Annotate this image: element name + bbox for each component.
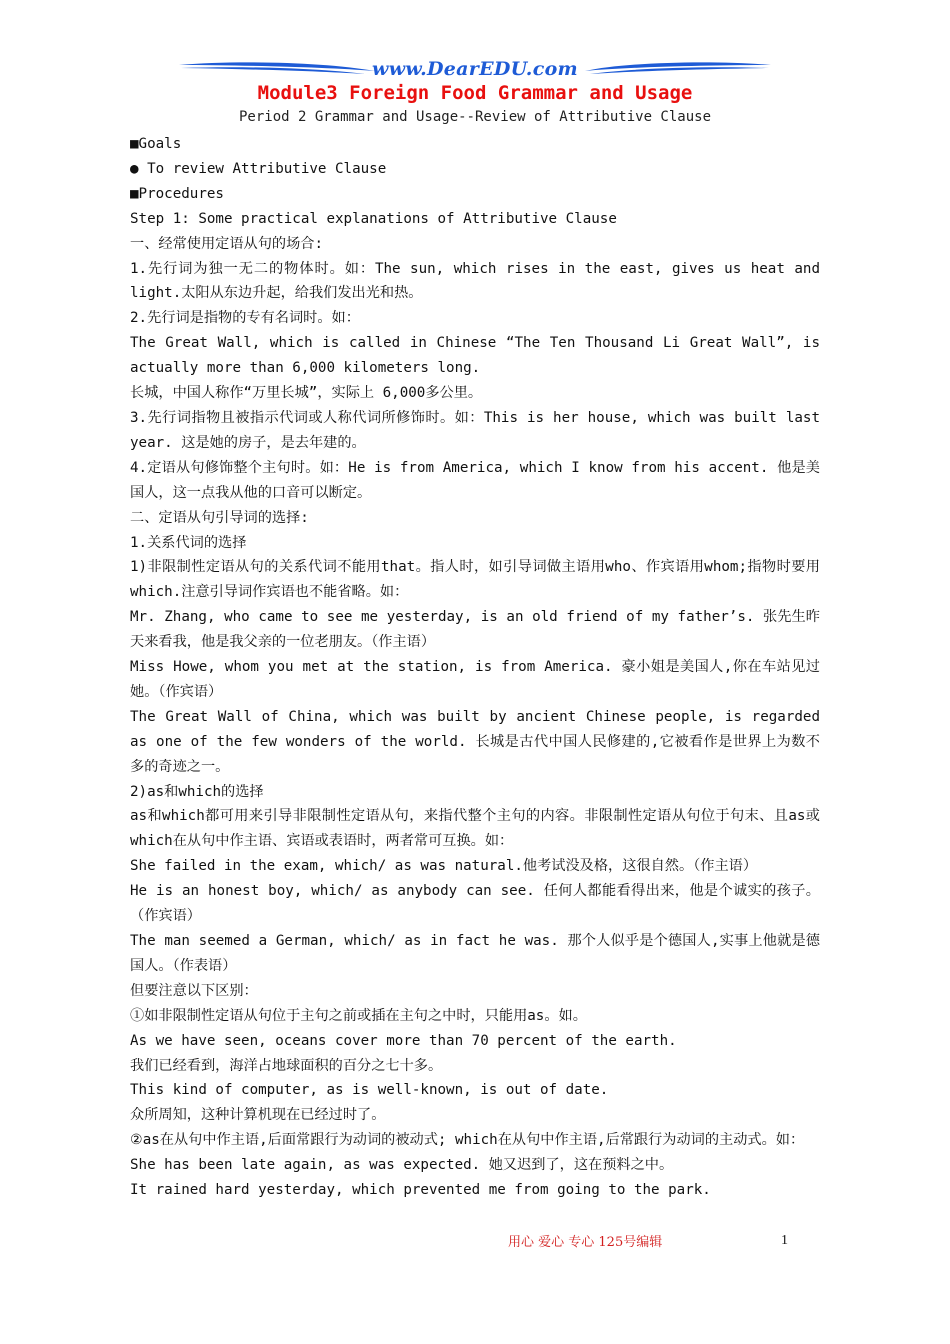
paragraph: This kind of computer, as is well-known, is out of date. bbox=[130, 1082, 609, 1099]
step-heading: Step 1: Some practical explanations of Attributive Clause bbox=[130, 210, 617, 227]
subsection-heading: 1.关系代词的选择 bbox=[130, 534, 247, 551]
document-title: Module3 Foreign Food Grammar and Usage bbox=[257, 82, 693, 104]
section-heading-1: 一、经常使用定语从句的场合: bbox=[130, 235, 323, 252]
paragraph: As we have seen, oceans cover more than 70 percent of the earth. bbox=[130, 1032, 677, 1049]
paragraph: 1.先行词为独一无二的物体时。如：The sun, which rises in the east, gives us heat and light.太阳从东边升起，给我们发出光和热。 bbox=[130, 260, 820, 302]
document-subtitle: Period 2 Grammar and Usage--Review of Attributive Clause bbox=[238, 109, 711, 125]
goals-heading: ■Goals bbox=[130, 136, 182, 152]
page-number: 1 bbox=[781, 1233, 788, 1248]
subsection-heading: 2)as和which的选择 bbox=[130, 783, 264, 800]
document-body bbox=[130, 132, 820, 1203]
paragraph: 长城，中国人称作“万里长城”，实际上 6,000多公里。 bbox=[130, 385, 483, 402]
paragraph: 众所周知，这种计算机现在已经过时了。 bbox=[130, 1107, 386, 1124]
paragraph: ②as在从句中作主语,后面常跟行为动词的被动式; which在从句中作主语,后常跟行为动词的主动式。如： bbox=[130, 1132, 805, 1149]
paragraph: 我们已经看到，海洋占地球面积的百分之七十多。 bbox=[130, 1057, 443, 1074]
paragraph: Mr. Zhang, who came to see me yesterday, is an old friend of my father’s. 张先生昨天来看我，他是我父亲的一位老朋友。（作主语） bbox=[130, 609, 820, 651]
paragraph: She failed in the exam, which/ as was natural.他考试没及格，这很自然。（作主语） bbox=[130, 858, 758, 875]
paragraph: 但要注意以下区别： bbox=[130, 982, 258, 999]
paragraph: 2.先行词是指物的专有名词时。如： bbox=[130, 310, 360, 327]
procedures-heading: ■Procedures bbox=[130, 185, 224, 202]
paragraph: 4.定语从句修饰整个主句时。如：He is from America, which I know from his accent. 他是美国人，这一点我从他的口音可以断定。 bbox=[130, 459, 820, 501]
paragraph: He is an honest boy, which/ as anybody can see. 任何人都能看得出来，他是个诚实的孩子。（作宾语） bbox=[130, 883, 820, 925]
paragraph: It rained hard yesterday, which prevented me from going to the park. bbox=[130, 1182, 711, 1199]
paragraph: ①如非限制性定语从句位于主句之前或插在主句之中时，只能用as。如。 bbox=[130, 1007, 587, 1024]
paragraph: Miss Howe, whom you met at the station, is from America. 豪小姐是美国人,你在车站见过她。（作宾语） bbox=[130, 659, 820, 700]
goal-item: ● To review Attributive Clause bbox=[130, 160, 387, 177]
paragraph: The man seemed a German, which/ as in fact he was. 那个人似乎是个德国人,实事上他就是德国人。（作表语） bbox=[130, 933, 820, 974]
site-url[interactable]: www.DearEDU.com bbox=[372, 58, 578, 80]
paragraph: The Great Wall of China, which was built by ancient Chinese people, is regarded as one of the few wonders of the world. 长城是古代中国人民修建的,它被看作是世界上为数不多的奇迹之一。 bbox=[130, 708, 820, 775]
paragraph: The Great Wall, which is called in Chinese “The Ten Thousand Li Great Wall”, is actually more than 6,000 kilometers long. bbox=[130, 335, 820, 377]
paragraph: 1)非限制性定语从句的关系代词不能用that。指人时，如引导词做主语用who、作宾语用whom;指物时要用which.注意引导词作宾语也不能省略。如： bbox=[130, 559, 820, 601]
section-heading-2: 二、定语从句引导词的选择: bbox=[130, 509, 309, 526]
paragraph: She has been late again, as was expected. 她又迟到了，这在预料之中。 bbox=[130, 1157, 674, 1174]
paragraph: 3.先行词指物且被指示代词或人称代词所修饰时。如：This is her house, which was built last year. 这是她的房子，是去年建的。 bbox=[130, 409, 820, 451]
paragraph: as和which都可用来引导非限制性定语从句，来指代整个主句的内容。非限制性定语从句位于句末、且as或 which在从句中作主语、宾语或表语时，两者常可互换。如： bbox=[130, 808, 820, 850]
footer-slogan: 用心 爱心 专心 125号编辑 bbox=[508, 1235, 663, 1250]
